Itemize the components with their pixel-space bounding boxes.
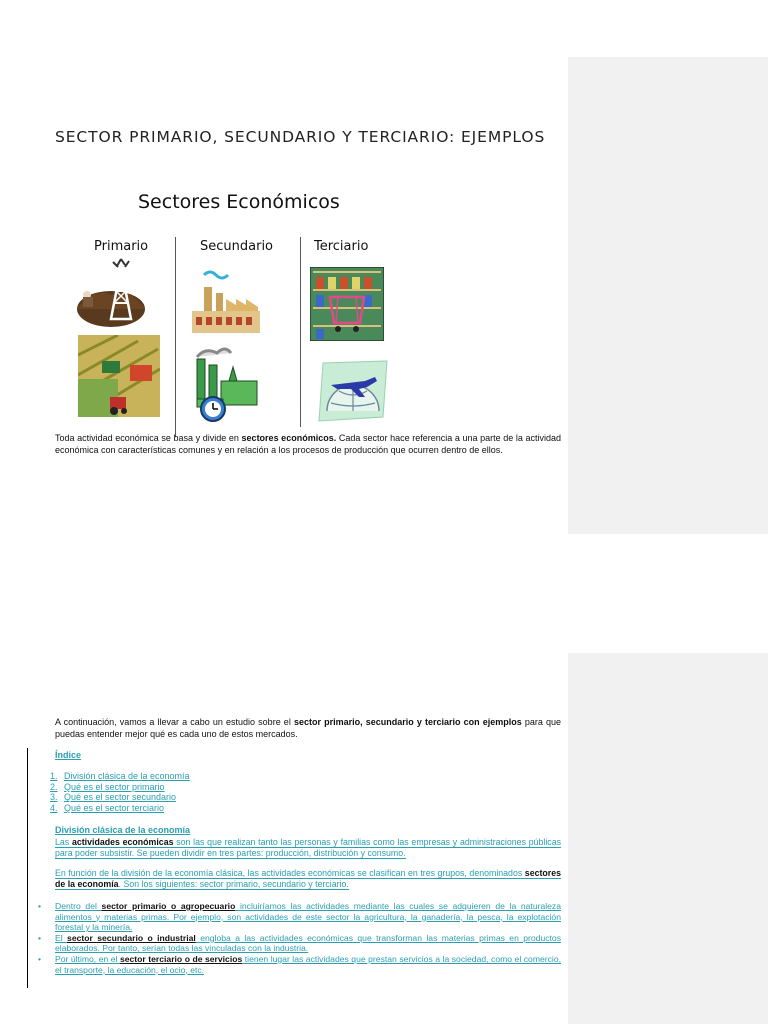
toc-label: Qué es el sector terciario bbox=[64, 802, 165, 813]
document-title: SECTOR PRIMARIO, SECUNDARIO Y TERCIARIO: EJEMPLOS bbox=[55, 128, 546, 146]
bullet-item-primario bbox=[38, 901, 561, 933]
bullet-bold: sector primario o agropecuario bbox=[101, 901, 236, 911]
intro-paragraph bbox=[55, 433, 561, 456]
industrial-plant-icon bbox=[191, 345, 263, 423]
column-divider bbox=[175, 237, 176, 437]
toc-label: División clásica de la economía bbox=[64, 771, 190, 781]
column-label-secundario: Secundario bbox=[200, 239, 274, 254]
toc-number: 4. bbox=[50, 802, 58, 813]
toc-item-division[interactable] bbox=[50, 771, 190, 782]
toc-number: 3. bbox=[50, 792, 58, 803]
division-p1-text: Las bbox=[55, 837, 72, 847]
bullet-bold: sector secundario o industrial bbox=[67, 932, 196, 943]
toc-label: Qué es el sector primario bbox=[64, 781, 165, 792]
oil-derrick-icon bbox=[73, 257, 149, 331]
comment-margin-panel bbox=[568, 653, 768, 1024]
toc-item-primario[interactable] bbox=[50, 782, 190, 793]
toc-item-terciario[interactable] bbox=[50, 803, 190, 814]
column-divider bbox=[300, 237, 301, 427]
division-p1-bold: actividades económicas bbox=[71, 837, 174, 847]
section-heading-division: División clásica de la economía bbox=[55, 825, 191, 835]
supermarket-shelves-icon bbox=[310, 267, 384, 341]
sector-bullet-list bbox=[38, 901, 561, 975]
change-bar bbox=[27, 748, 28, 988]
toc-number: 1. bbox=[50, 771, 58, 781]
column-label-primario: Primario bbox=[94, 239, 149, 254]
division-p1-text-end: son las que realizan tanto las personas y familias como las empresas y administraciones públicas para poder subsistir. Se pueden dividir en tres partes: producción, distribución y consumo. bbox=[55, 837, 561, 858]
intro-text: Toda actividad económica se basa y divide en bbox=[55, 433, 242, 443]
table-of-contents bbox=[50, 771, 190, 813]
index-title-link[interactable]: Índice bbox=[55, 750, 82, 760]
toc-label: Qué es el sector secundario bbox=[64, 792, 177, 803]
figure-title: Sectores Económicos bbox=[138, 191, 340, 213]
study-bold: sector primario, secundario y terciario con ejemplos bbox=[293, 717, 522, 727]
division-paragraph-1 bbox=[55, 837, 561, 859]
division-paragraph-2 bbox=[55, 868, 561, 890]
toc-number: 2. bbox=[50, 781, 58, 792]
bullet-text: Dentro del bbox=[55, 901, 102, 911]
sectors-figure bbox=[55, 185, 400, 435]
division-p2-text-end: . Son los siguientes: sector primario, secundario y terciario. bbox=[118, 879, 349, 889]
intro-bold: sectores económicos. bbox=[241, 433, 337, 443]
bullet-item-secundario bbox=[38, 933, 561, 954]
harvest-field-icon bbox=[78, 335, 160, 417]
study-text-end: para que puedas entender mejor qué es cada uno de estos mercados. bbox=[55, 717, 562, 739]
study-paragraph bbox=[55, 717, 561, 740]
bullet-text-end: tienen lugar las actividades que prestan servicios a la sociedad, como el comercio, el transporte, la educación, el ocio, etc. bbox=[55, 953, 562, 975]
bullet-text: Por último, en el bbox=[55, 953, 120, 964]
bullet-bold: sector terciario o de servicios bbox=[119, 953, 243, 964]
airplane-globe-icon bbox=[317, 359, 389, 425]
column-label-terciario: Terciario bbox=[314, 239, 369, 254]
study-text: A continuación, vamos a llevar a cabo un estudio sobre el bbox=[55, 717, 294, 727]
bullet-item-terciario bbox=[38, 954, 561, 975]
bullet-text-end: engloba a las actividades económicas que transforman las materias primas en productos elaborados. Por tanto, serían todas las vinculadas con la industria. bbox=[55, 932, 561, 954]
toc-item-secundario[interactable] bbox=[50, 792, 190, 803]
factory-icon bbox=[190, 267, 262, 335]
bullet-text: El bbox=[55, 932, 68, 943]
comment-margin-panel bbox=[568, 57, 768, 534]
bullet-text-end: incluiríamos las actividades mediante las cuales se adquieren de la naturaleza alimentos y materias primas. Por ejemplo, son actividades de este sector la agricultura, la ganadería, la pesca, la explotación forestal y la minería. bbox=[55, 901, 561, 933]
division-p2-bold: sectores de la economía bbox=[55, 868, 561, 889]
intro-text-end: Cada sector hace referencia a una parte de la actividad económica con características comunes y en relación a los procesos de producción que ocurren dentro de ellos. bbox=[55, 433, 561, 455]
division-p2-text: En función de la división de la economía clásica, las actividades económicas se clasifican en tres grupos, denominados bbox=[55, 868, 525, 878]
